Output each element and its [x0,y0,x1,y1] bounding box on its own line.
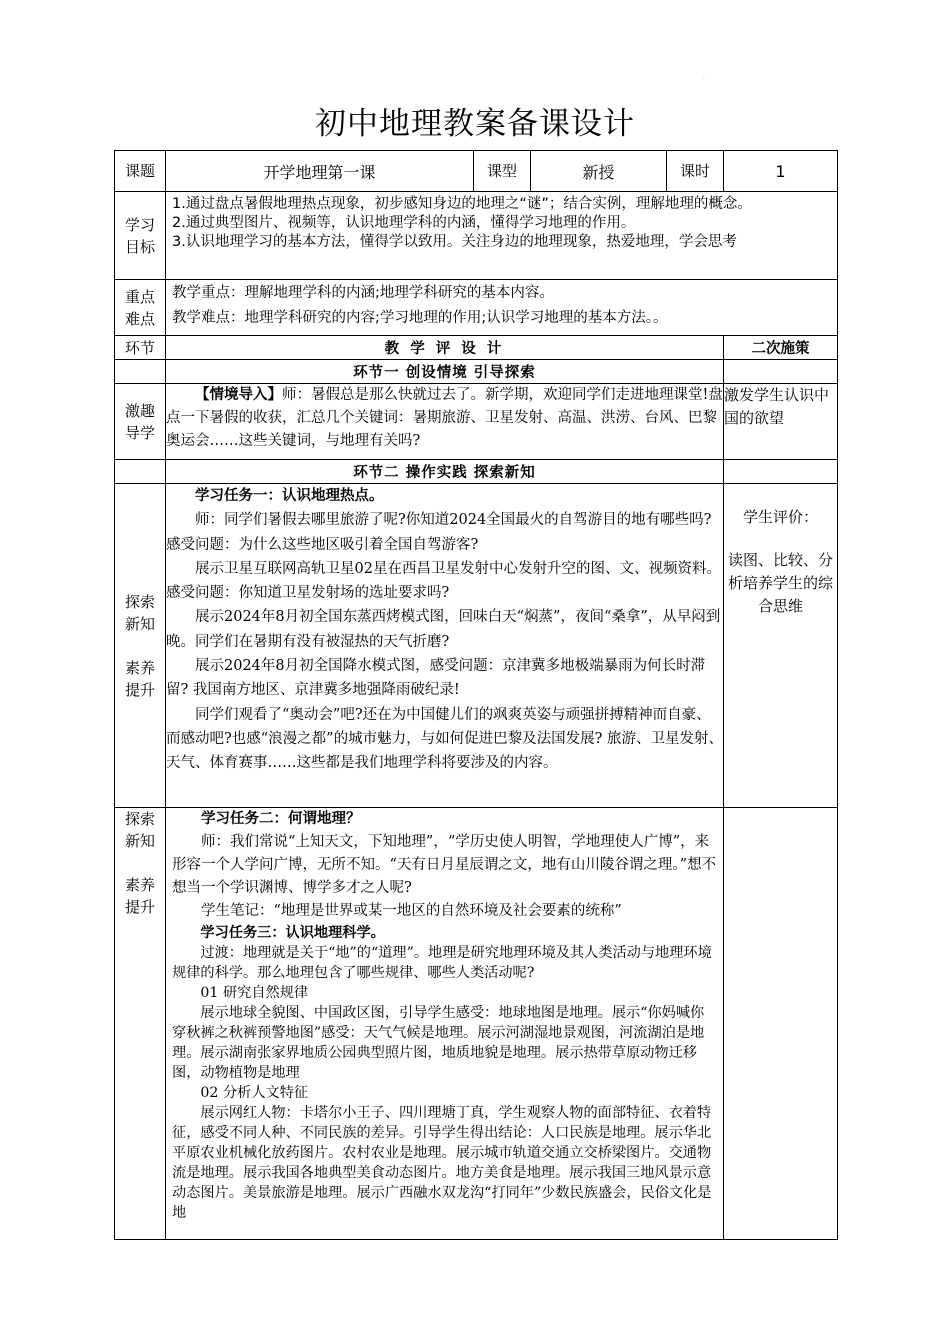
objectives-label-line1: 学习 [124,215,155,234]
section3-label-line3: 素养 [124,876,155,894]
section2-label-gap [115,635,165,657]
key-points-row [115,280,838,336]
situation-intro-lead: 【情境导入】 [195,387,282,403]
section2-title: 环节二 操作实践 探索新知 [166,460,724,484]
section3-paragraph: 展示网红人物：卡塔尔小王子、四川理塘丁真，学生观察人物的面部特征、衣着特征，感受不同人种、不同民族的差异。引导学生得出结论：人口民族是地理。展示华北平原农业机械化放药图片。农村农业是地理。展示城市轨道交通立交桥梁图片。交通物流是地理。展示我国各地典型美食动态图片。地方美食是地理。展示我国三地风景示意动态图片。美景旅游是地理。展示广西融水双龙沟“打同年”少数民族盛会，民俗文化是地 [172,1105,712,1221]
key-points-label-line1: 重点 [124,287,155,306]
page-dot: · [703,76,705,83]
key-points-label [115,280,166,336]
header-row [115,151,838,192]
objective-item: 1.通过盘点暑假地理热点现象，初步感知身边的地理之“谜”；结合实例，理解地理的概念。 [172,196,752,212]
section3-subheading: 02 分析人文特征 [200,1085,309,1101]
section2-content [166,484,724,808]
section1-label-line1: 激趣 [124,401,155,420]
section3-paragraph: 学生笔记：“地理是世界或某一地区的自然环境及社会要素的统称” [201,903,622,919]
lesson-plan-table [114,150,838,1240]
type-label: 课型 [474,151,531,192]
section3-label-line2: 新知 [124,832,155,850]
section1-label [115,384,166,460]
teaching-difficulty: 教学难点：地理学科研究的内容;学习地理的作用;认识学习地理的基本方法。。 [172,310,668,326]
objectives-content [166,192,838,280]
objective-item: 3.认识地理学习的基本方法，懂得学以致用。关注身边的地理现象，热爱地理，学会思考 [172,234,737,250]
section2-paragraph: 师：同学们暑假去哪里旅游了呢?你知道2024全国最火的自驾游目的地有哪些吗?感受问题：为什么这些地区吸引着全国自驾游客? [166,512,712,553]
section2-label-line4: 提升 [124,680,155,699]
key-points-label-line2: 难点 [124,309,155,328]
section1-title-blank [115,360,166,384]
section1-label-line2: 导学 [124,423,155,442]
period-value: 1 [724,151,838,192]
section3-subheading: 01 研究自然规律 [200,985,309,1001]
period-label: 课时 [667,151,724,192]
task3-heading: 学习任务三：认识地理科学。 [200,925,385,941]
column-header-row [115,336,838,360]
section1-title-row [115,360,838,384]
section2-title-row [115,460,838,484]
section1-title: 环节一 创设情境 引导探索 [166,360,724,384]
section2-paragraph: 展示卫星互联网高轨卫星02星在西昌卫星发射中心发射升空的图、文、视频资料。感受问题：你知道卫星发射场的选址要求吗? [166,560,721,602]
section3-label [115,808,166,1240]
section3-row [115,808,838,1240]
section2-measure-gap [724,529,837,549]
section3-part-b [166,923,723,1223]
key-points-content [166,280,838,336]
stage-column-header: 环节 [115,336,166,360]
student-evaluation-label: 学生评价： [742,508,818,526]
section3-paragraph: 展示地球全貌图、中国政区图，引导学生感受：地球地图是地理。展示“你妈喊你穿秋裤之秋裤预警地图”感受：天气气候是地理。展示河湖湿地景观图，河流湖泊是地理。展示湖南张家界地质公园典型照片图，地质地貌是地理。展示热带草原动物迁移图，动物植物是地理 [172,1005,705,1081]
section2-label-line1: 探索 [124,592,155,611]
objectives-row [115,192,838,280]
section3-label-line1: 探索 [124,810,155,828]
section3-content [166,808,724,1240]
section2-paragraph: 展示2024年8月初全国东蒸西烤模式图，回味白天“焖蒸”，夜间“桑拿”，从早闷到晚。同学们在暑期有没有被湿热的天气折磨? [166,609,721,650]
task1-heading: 学习任务一：认识地理热点。 [195,488,384,504]
document-title: 初中地理教案备课设计 [315,106,635,142]
section3-part-a [166,808,723,923]
topic-value: 开学地理第一课 [166,151,474,192]
section2-label [115,484,166,808]
measure-column-header: 二次施策 [724,336,838,360]
objectives-label-line2: 目标 [124,237,155,256]
topic-label: 课题 [115,151,166,192]
section1-measure: 激发学生认识中国的欲望 [724,384,838,460]
section2-row [115,484,838,808]
section2-measure [724,484,838,808]
task2-heading: 学习任务二：何谓地理？ [201,811,361,827]
section1-row [115,384,838,460]
design-column-header: 教 学 评 设 计 [166,336,724,360]
section2-label-line2: 新知 [124,614,155,633]
section2-paragraph: 展示2024年8月初全国降水模式图，感受问题：京津冀多地极端暴雨为何长时滞留? 我国南方地区、京津冀多地强降雨破纪录! [166,658,706,699]
objectives-label [115,192,166,280]
section3-label-gap [115,852,165,874]
teaching-focus: 教学重点：理解地理学科的内涵;地理学科研究的基本内容。 [172,285,554,301]
section1-content [166,384,724,460]
objective-item: 2.通过典型图片、视频等，认识地理学科的内涵，懂得学习地理的作用。 [172,215,636,231]
situation-intro-text: 师：暑假总是那么快就过去了。新学期，欢迎同学们走进地理课堂!盘点一下暑假的收获，汇总几个关键词：暑期旅游、卫星发射、高温、洪涝、台风、巴黎奥运会……这些关键词，与地理有关吗? [166,387,723,449]
student-evaluation-text: 读图、比较、分析培养学生的综合思维 [727,551,833,615]
section2-title-blank [115,460,166,484]
section1-title-blank-right [724,360,838,384]
type-value: 新授 [531,151,667,192]
section3-paragraph: 师：我们常说“上知天文，下知地理”，“学历史使人明智，学地理使人广博”，来形容一个人学问广博，无所不知。“天有日月星辰谓之文，地有山川陵谷谓之理。”想不想当一个学识渊博、博学多才之人呢? [172,834,717,896]
section3-measure [724,808,838,1240]
section3-paragraph: 过渡：地理就是关于“地”的“道理”。地理是研究地理环境及其人类活动与地理环境规律的科学。那么地理包含了哪些规律、哪些人类活动呢? [172,945,712,981]
section2-paragraph: 同学们观看了“奥动会”吧?还在为中国健儿们的飒爽英姿与顽强拼搏精神而自豪、而感动吧?也感“浪漫之都”的城市魅力，与如何促进巴黎及法国发展? 旅游、卫星发射、天气、体育赛事……这些都是我们地理学科将要涉及的内容。 [166,706,723,772]
section2-title-blank-right [724,460,838,484]
section2-label-line3: 素养 [124,658,155,677]
situation-intro [166,384,723,453]
section3-label-line4: 提升 [124,898,155,916]
